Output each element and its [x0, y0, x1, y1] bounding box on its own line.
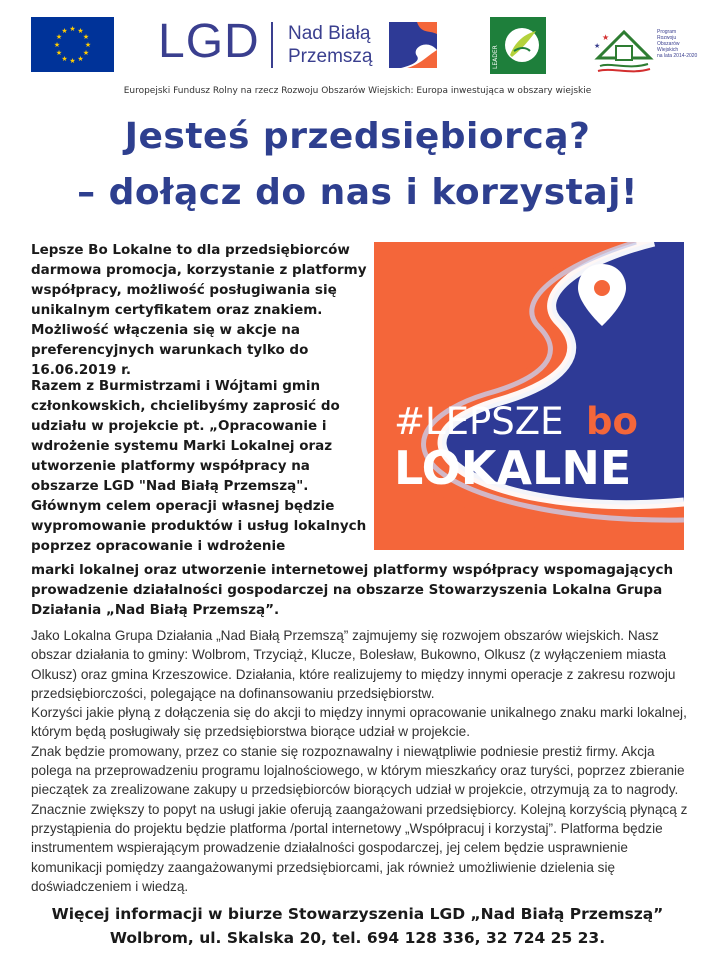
- svg-text:★: ★: [69, 57, 76, 65]
- lgd-logo-text: LGD: [158, 15, 260, 68]
- prow-line: na lata 2014-2020: [657, 53, 698, 59]
- logo-lokalne-text: LOKALNE: [394, 441, 632, 495]
- leader-label: LEADER: [492, 45, 499, 69]
- body-paragraph-3: Znak będzie promowany, przez co stanie się rozpoznawalny i niewątpliwie podniesie prestiż firmy. Akcja polega na przeprowadzeniu programu lojalnościowego, w którym mieszkańcy oraz turyści, poprzez zbieranie pieczątek za zrealizowane zakupy u przedsiębiorców biorących udział w projekcie, otrzymują za to nagrody. Znacznie zwiększy to popyt na usługi jakie oferują zaangażowani przedsiębiorcy. Kolejną korzyścią płynącą z przystąpienia do projektu będzie platforma /portal internetowy „Współpracuj i korzystaj”. Platforma będzie instrumentem wspierającym prowadzenie działalności gospodarczej, jej celem będzie usprawnienie komunikacji pomiędzy zaangażowanymi przedsiębiorcami, jak również umożliwienie dzielenia się doświadczeniem i wiedzą.: [31, 743, 688, 894]
- prow-emblem-logo: [590, 18, 654, 80]
- intro-paragraph-1: Lepsze Bo Lokalne to dla przedsiębiorców darmowa promocja, korzystanie z platformy współpracy, możliwość posługiwania się unikalnym certyfikatem oraz znakiem. Możliwość włączenia się w akcje na preferencyjnych warunkach tylko do 16.06.2019 r.: [31, 242, 367, 378]
- headline-line1: Jesteś przedsiębiorcą?: [124, 116, 591, 157]
- svg-text:★: ★: [77, 27, 84, 35]
- svg-text:★: ★: [61, 55, 68, 63]
- svg-text:★: ★: [84, 41, 92, 49]
- logo-hashtag-text: #LEPSZE: [394, 400, 564, 443]
- prow-logo-text: [657, 29, 711, 59]
- lepsze-bo-lokalne-logo: [374, 242, 684, 550]
- nad-biala-line1: Nad Białą: [288, 23, 371, 44]
- logo-bo-text: bo: [586, 400, 638, 443]
- intro-paragraph-2: Razem z Burmistrzami i Wójtami gmin członkowskich, chcielibyśmy zaprosić do udziału w projekcie pt. „Opracowanie i wdrożenie systemu Marki Lokalnej oraz utworzenie platformy współpracy na obszarze LGD "Nad Białą Przemszą". Głównym celem operacji własnej będzie wypromowanie produktów i usług lokalnych poprzez opracowanie i wdrożenie: [31, 378, 367, 554]
- eu-funding-caption: Europejski Fundusz Rolny na rzecz Rozwoju Obszarów Wiejskich: Europa inwestująca w obszary wiejskie: [123, 86, 592, 96]
- body-text: [31, 626, 693, 896]
- footer-contact-line: Wolbrom, ul. Skalska 20, tel. 694 128 336, 32 724 25 23.: [109, 929, 606, 947]
- svg-text:★: ★: [77, 55, 84, 63]
- nad-biala-przemsza-logo-text: [288, 22, 372, 68]
- prow-line: Wiejskich: [657, 47, 679, 53]
- prow-line: Program: [657, 29, 677, 35]
- eu-flag-logo: [31, 17, 114, 72]
- prow-line: Obszarów: [657, 41, 680, 47]
- svg-text:★: ★: [55, 49, 63, 57]
- svg-text:★: ★: [69, 25, 76, 33]
- body-paragraph-1: Jako Lokalna Grupa Działania „Nad Białą Przemszą” zajmujemy się rozwojem obszarów wiejskich. Nasz obszar działania to gminy: Wolbrom, Trzyciąż, Klucze, Bolesław, Bukowno, Olkusz (z wyłączeniem miasta Olkusz) oraz gmina Krzeszowice. Działania, które realizujemy to między innymi operacje z zakresu rozwoju przedsiębiorczości, polegające na dofinansowaniu przedsiębiorstw.: [31, 628, 676, 701]
- svg-text:★: ★: [55, 33, 63, 41]
- svg-text:★: ★: [82, 49, 90, 57]
- headline-line2: – dołącz do nas i korzystaj!: [77, 172, 638, 213]
- svg-text:★: ★: [602, 33, 610, 42]
- intro-paragraph-3: marki lokalnej oraz utworzenie internetowej platformy współpracy wspomagających prowadzenie działalności gospodarczej na obszarze Stowarzyszenia Lokalna Grupa Działania „Nad Białą Przemszą”.: [31, 562, 674, 618]
- svg-text:★: ★: [53, 41, 61, 49]
- svg-text:★: ★: [594, 42, 601, 50]
- logo-divider: [271, 22, 273, 68]
- nad-biala-line2: Przemszą: [288, 46, 373, 67]
- svg-text:★: ★: [82, 33, 90, 41]
- body-paragraph-2: Korzyści jakie płyną z dołączenia się do akcji to między innymi opracowanie unikalnego znaku marki lokalnej, którym będą posługiwały się przedsiębiorstwa biorące udział w projekcie.: [31, 705, 687, 740]
- prow-line: Rozwoju: [657, 35, 677, 41]
- svg-text:★: ★: [61, 27, 68, 35]
- footer-info-line: Więcej informacji w biurze Stowarzyszenia LGD „Nad Białą Przemszą”: [51, 905, 664, 923]
- lgd-river-emblem: [387, 20, 439, 74]
- leader-logo: [490, 17, 546, 74]
